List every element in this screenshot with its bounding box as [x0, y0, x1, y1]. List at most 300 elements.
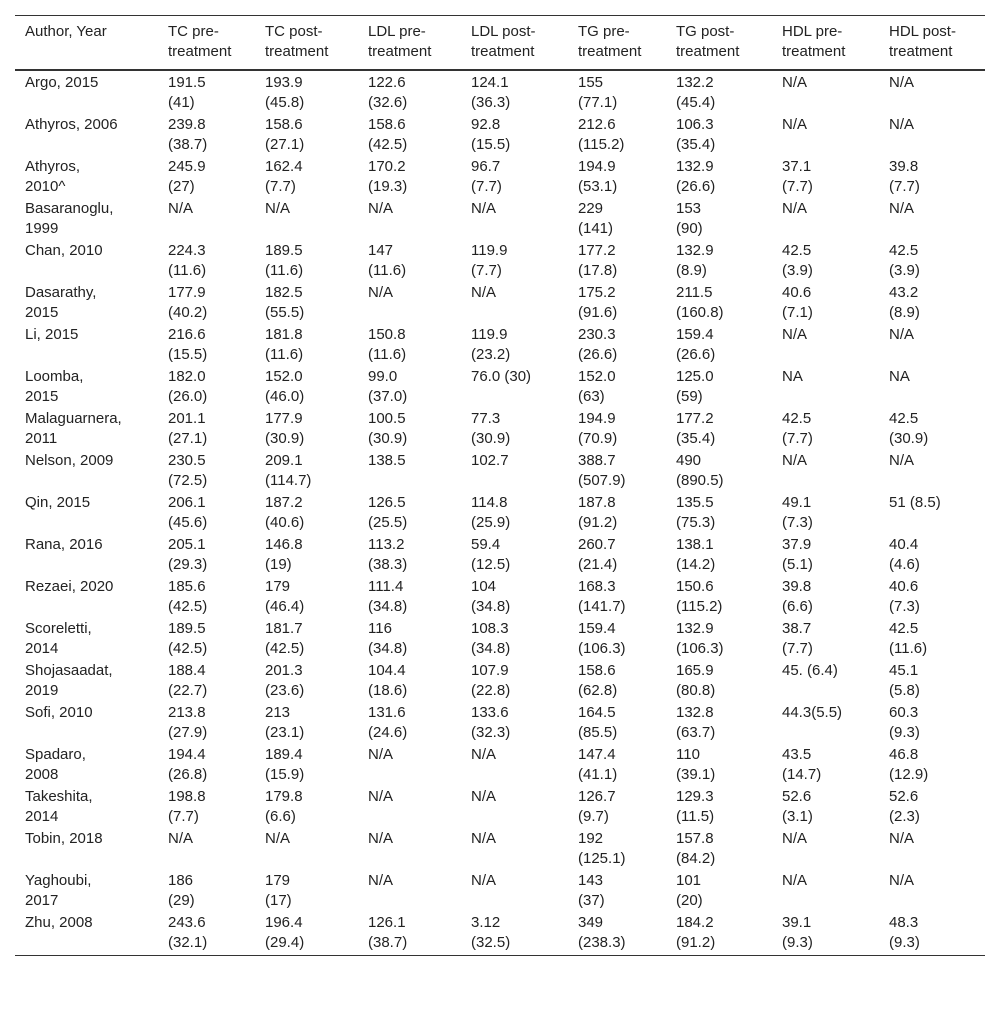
study-label: 2015 [25, 304, 59, 321]
cell-value: 243.6 [168, 914, 206, 931]
cell-value: (36.3) [471, 94, 511, 111]
value-cell-tc-pre [158, 407, 255, 449]
cell-value: N/A [782, 326, 808, 343]
cell-value: 179.8 [265, 788, 303, 805]
cell-value: (59) [676, 388, 703, 405]
cell-value: 126.7 [578, 788, 616, 805]
value-cell-ldl-pre [358, 155, 461, 197]
cell-value: 40.6 [782, 284, 812, 301]
cell-value: (91.6) [578, 304, 618, 321]
value-cell-tg-post [666, 113, 772, 155]
value-cell-tc-post [255, 743, 358, 785]
value-cell-hdl-pre [772, 449, 879, 491]
header-row [15, 16, 985, 71]
value-cell-tg-post [666, 659, 772, 701]
value-cell-ldl-pre [358, 785, 461, 827]
cell-value: 196.4 [265, 914, 303, 931]
cell-value: (42.5) [168, 640, 208, 657]
value-cell-hdl-pre [772, 70, 879, 113]
cell-value: 191.5 [168, 74, 206, 91]
header-text: LDL post- [471, 23, 536, 40]
study-cell [15, 743, 158, 785]
value-cell-tc-pre [158, 365, 255, 407]
cell-value: (29.3) [168, 556, 208, 573]
value-cell-hdl-post [879, 70, 985, 113]
cell-value: (22.7) [168, 682, 208, 699]
value-cell-tg-post [666, 701, 772, 743]
cell-value: N/A [782, 116, 808, 133]
cell-value: N/A [368, 788, 394, 805]
study-label: 2014 [25, 640, 59, 657]
value-cell-ldl-post [461, 155, 568, 197]
cell-value: 122.6 [368, 74, 406, 91]
value-cell-tg-pre [568, 617, 666, 659]
cell-value: (38.7) [368, 934, 408, 951]
cell-value: (26.8) [168, 766, 208, 783]
header-text: HDL pre- [782, 23, 843, 40]
cell-value: 189.4 [265, 746, 303, 763]
header-text: Author, Year [25, 23, 107, 40]
cell-value: 490 [676, 452, 702, 469]
cell-value: 201.3 [265, 662, 303, 679]
value-cell-tc-pre [158, 575, 255, 617]
cell-value: (8.9) [676, 262, 707, 279]
cell-value: (75.3) [676, 514, 716, 531]
header-text: treatment [578, 43, 642, 60]
cell-value: 52.6 [782, 788, 812, 805]
cell-value: 143 [578, 872, 604, 889]
cell-value: 158.6 [368, 116, 406, 133]
header-text: treatment [889, 43, 953, 60]
cell-value: 119.9 [471, 326, 508, 343]
value-cell-ldl-pre [358, 533, 461, 575]
table-row [15, 491, 985, 533]
cell-value: N/A [782, 74, 808, 91]
cell-value: 104 [471, 578, 497, 595]
study-label: Yaghoubi, [25, 872, 92, 889]
header-text: HDL post- [889, 23, 956, 40]
header-text: TG pre- [578, 23, 630, 40]
cell-value: N/A [368, 872, 394, 889]
cell-value: 42.5 [889, 242, 919, 259]
cell-value: 206.1 [168, 494, 206, 511]
cell-value: 187.8 [578, 494, 616, 511]
value-cell-ldl-pre [358, 197, 461, 239]
cell-value: N/A [782, 452, 808, 469]
value-cell-tc-post [255, 827, 358, 869]
cell-value: (6.6) [265, 808, 296, 825]
cell-value: 245.9 [168, 158, 206, 175]
value-cell-tg-post [666, 281, 772, 323]
cell-value: (114.7) [265, 472, 312, 489]
cell-value: 43.5 [782, 746, 812, 763]
cell-value: (27.1) [265, 136, 305, 153]
cell-value: 216.6 [168, 326, 206, 343]
cell-value: (238.3) [578, 934, 626, 951]
cell-value: (11.6) [265, 262, 304, 279]
cell-value: 132.9 [676, 620, 714, 637]
study-cell [15, 407, 158, 449]
column-header-tc-post [255, 16, 358, 71]
cell-value: (14.2) [676, 556, 716, 573]
study-cell [15, 827, 158, 869]
cell-value: (11.5) [676, 808, 715, 825]
value-cell-ldl-pre [358, 869, 461, 911]
cell-value: 138.1 [676, 536, 714, 553]
column-header-author-year [15, 16, 158, 71]
value-cell-tc-pre [158, 701, 255, 743]
cell-value: (30.9) [471, 430, 511, 447]
value-cell-ldl-pre [358, 407, 461, 449]
value-cell-ldl-post [461, 491, 568, 533]
value-cell-tg-pre [568, 323, 666, 365]
value-cell-hdl-post [879, 491, 985, 533]
value-cell-hdl-post [879, 659, 985, 701]
cell-value: (38.7) [168, 136, 208, 153]
study-label: 2017 [25, 892, 59, 909]
cell-value: (40.6) [265, 514, 305, 531]
cell-value: 133.6 [471, 704, 509, 721]
cell-value: (29.4) [265, 934, 305, 951]
value-cell-ldl-post [461, 407, 568, 449]
study-label: Nelson, 2009 [25, 452, 114, 469]
value-cell-tc-post [255, 70, 358, 113]
study-cell [15, 911, 158, 956]
value-cell-hdl-post [879, 911, 985, 956]
cell-value: (23.6) [265, 682, 305, 699]
table-row [15, 365, 985, 407]
value-cell-tc-pre [158, 533, 255, 575]
cell-value: 157.8 [676, 830, 714, 847]
cell-value: (45.8) [265, 94, 305, 111]
study-label: Athyros, [25, 158, 81, 175]
cell-value: N/A [889, 872, 915, 889]
value-cell-tg-post [666, 575, 772, 617]
cell-value: (41.1) [578, 766, 618, 783]
value-cell-ldl-pre [358, 365, 461, 407]
value-cell-hdl-pre [772, 659, 879, 701]
value-cell-tc-pre [158, 113, 255, 155]
cell-value: 152.0 [578, 368, 616, 385]
cell-value: 44.3(5.5) [782, 704, 843, 721]
cell-value: (46.4) [265, 598, 305, 615]
study-cell [15, 113, 158, 155]
cell-value: 213.8 [168, 704, 206, 721]
cell-value: 150.6 [676, 578, 714, 595]
cell-value: (7.7) [782, 430, 813, 447]
value-cell-tg-pre [568, 239, 666, 281]
cell-value: 107.9 [471, 662, 509, 679]
cell-value: (25.9) [471, 514, 511, 531]
value-cell-hdl-pre [772, 323, 879, 365]
study-cell [15, 70, 158, 113]
value-cell-ldl-pre [358, 701, 461, 743]
cell-value: 187.2 [265, 494, 303, 511]
cell-value: (106.3) [578, 640, 626, 657]
cell-value: 45.1 [889, 662, 919, 679]
cell-value: (7.7) [471, 178, 502, 195]
value-cell-tg-post [666, 491, 772, 533]
cell-value: (141.7) [578, 598, 626, 615]
cell-value: N/A [368, 200, 394, 217]
cell-value: 3.12 [471, 914, 501, 931]
cell-value: (141) [578, 220, 614, 237]
cell-value: (15.5) [168, 346, 208, 363]
cell-value: (5.8) [889, 682, 920, 699]
value-cell-hdl-post [879, 323, 985, 365]
value-cell-hdl-post [879, 365, 985, 407]
cell-value: 116 [368, 620, 392, 637]
cell-value: 39.1 [782, 914, 812, 931]
value-cell-tc-post [255, 323, 358, 365]
cell-value: 60.3 [889, 704, 919, 721]
cell-value: 168.3 [578, 578, 616, 595]
cell-value: (6.6) [782, 598, 813, 615]
cell-value: 177.2 [578, 242, 616, 259]
value-cell-ldl-post [461, 869, 568, 911]
header-text: treatment [782, 43, 846, 60]
value-cell-tc-post [255, 701, 358, 743]
header-text: TC post- [265, 23, 323, 40]
table-row [15, 659, 985, 701]
cell-value: 186 [168, 872, 194, 889]
value-cell-tc-post [255, 869, 358, 911]
cell-value: (7.7) [889, 178, 920, 195]
cell-value: 159.4 [578, 620, 616, 637]
cell-value: 132.8 [676, 704, 714, 721]
cell-value: (19.3) [368, 178, 408, 195]
value-cell-hdl-post [879, 785, 985, 827]
cell-value: 159.4 [676, 326, 714, 343]
study-label: Tobin, 2018 [25, 830, 103, 847]
value-cell-hdl-pre [772, 701, 879, 743]
value-cell-ldl-post [461, 323, 568, 365]
value-cell-tg-post [666, 155, 772, 197]
cell-value: (890.5) [676, 472, 724, 489]
value-cell-ldl-pre [358, 659, 461, 701]
table-row [15, 533, 985, 575]
cell-value: 49.1 [782, 494, 812, 511]
study-label: Rezaei, 2020 [25, 578, 114, 595]
value-cell-tc-post [255, 659, 358, 701]
value-cell-ldl-pre [358, 617, 461, 659]
value-cell-hdl-pre [772, 113, 879, 155]
value-cell-tc-pre [158, 869, 255, 911]
value-cell-hdl-post [879, 113, 985, 155]
cell-value: 349 [578, 914, 604, 931]
header-text: TC pre- [168, 23, 219, 40]
cell-value: (18.6) [368, 682, 408, 699]
cell-value: (72.5) [168, 472, 208, 489]
value-cell-tg-post [666, 827, 772, 869]
study-label: Takeshita, [25, 788, 93, 805]
cell-value: 158.6 [265, 116, 303, 133]
cell-value: 164.5 [578, 704, 616, 721]
cell-value: 170.2 [368, 158, 406, 175]
cell-value: 37.9 [782, 536, 812, 553]
cell-value: (3.1) [782, 808, 813, 825]
cell-value: (2.3) [889, 808, 920, 825]
cell-value: (91.2) [676, 934, 716, 951]
cell-value: N/A [889, 116, 915, 133]
cell-value: 46.8 [889, 746, 919, 763]
value-cell-tc-post [255, 911, 358, 956]
value-cell-hdl-pre [772, 869, 879, 911]
value-cell-tc-pre [158, 449, 255, 491]
cell-value: (40.2) [168, 304, 208, 321]
cell-value: (35.4) [676, 430, 716, 447]
cell-value: 152.0 [265, 368, 303, 385]
study-label: Basaranoglu, [25, 200, 114, 217]
column-header-hdl-post [879, 16, 985, 71]
value-cell-tc-post [255, 449, 358, 491]
value-cell-tc-pre [158, 743, 255, 785]
cell-value: 45. (6.4) [782, 662, 838, 679]
value-cell-ldl-post [461, 70, 568, 113]
cell-value: (7.7) [471, 262, 502, 279]
cell-value: 153 [676, 200, 702, 217]
cell-value: N/A [368, 746, 394, 763]
value-cell-ldl-post [461, 239, 568, 281]
table-row [15, 407, 985, 449]
study-label: Li, 2015 [25, 326, 79, 343]
cell-value: 189.5 [168, 620, 206, 637]
value-cell-tc-pre [158, 785, 255, 827]
value-cell-tg-post [666, 323, 772, 365]
cell-value: (23.1) [265, 724, 305, 741]
value-cell-tg-pre [568, 407, 666, 449]
value-cell-ldl-pre [358, 911, 461, 956]
cell-value: N/A [782, 872, 808, 889]
cell-value: (9.3) [889, 934, 920, 951]
cell-value: (26.6) [578, 346, 618, 363]
cell-value: (17.8) [578, 262, 618, 279]
value-cell-hdl-pre [772, 407, 879, 449]
cell-value: N/A [889, 452, 915, 469]
cell-value: N/A [889, 326, 915, 343]
cell-value: (11.6) [368, 346, 407, 363]
value-cell-hdl-pre [772, 743, 879, 785]
value-cell-hdl-post [879, 407, 985, 449]
study-label: 2010^ [25, 178, 66, 195]
cell-value: (20) [676, 892, 703, 909]
value-cell-tg-post [666, 70, 772, 113]
cell-value: (106.3) [676, 640, 724, 657]
cell-value: (11.6) [168, 262, 207, 279]
study-label: Loomba, [25, 368, 84, 385]
value-cell-tg-pre [568, 449, 666, 491]
value-cell-tg-post [666, 785, 772, 827]
cell-value: (84.2) [676, 850, 716, 867]
cell-value: 193.9 [265, 74, 303, 91]
value-cell-tg-pre [568, 533, 666, 575]
value-cell-ldl-post [461, 449, 568, 491]
cell-value: 230.3 [578, 326, 616, 343]
cell-value: NA [889, 368, 910, 385]
value-cell-hdl-pre [772, 197, 879, 239]
value-cell-tc-pre [158, 70, 255, 113]
study-cell [15, 449, 158, 491]
value-cell-tc-post [255, 281, 358, 323]
cell-value: 96.7 [471, 158, 501, 175]
value-cell-tg-pre [568, 785, 666, 827]
cell-value: 38.7 [782, 620, 812, 637]
cell-value: 201.1 [168, 410, 206, 427]
cell-value: N/A [782, 200, 808, 217]
cell-value: (12.9) [889, 766, 929, 783]
cell-value: N/A [368, 830, 394, 847]
cell-value: 51 (8.5) [889, 494, 941, 511]
value-cell-tg-pre [568, 491, 666, 533]
value-cell-ldl-pre [358, 743, 461, 785]
cell-value: N/A [168, 830, 194, 847]
value-cell-ldl-post [461, 365, 568, 407]
cell-value: (8.9) [889, 304, 920, 321]
cell-value: 260.7 [578, 536, 616, 553]
table-row [15, 575, 985, 617]
cell-value: (21.4) [578, 556, 618, 573]
value-cell-tg-pre [568, 911, 666, 956]
cell-value: N/A [265, 830, 291, 847]
value-cell-tg-post [666, 911, 772, 956]
column-header-ldl-post [461, 16, 568, 71]
cell-value: (55.5) [265, 304, 305, 321]
cell-value: (32.1) [168, 934, 208, 951]
value-cell-tg-pre [568, 743, 666, 785]
cell-value: (3.9) [889, 262, 920, 279]
table-row [15, 70, 985, 113]
value-cell-ldl-post [461, 533, 568, 575]
cell-value: 132.9 [676, 158, 714, 175]
value-cell-hdl-post [879, 575, 985, 617]
cell-value: 189.5 [265, 242, 303, 259]
cell-value: 129.3 [676, 788, 714, 805]
cell-value: 92.8 [471, 116, 501, 133]
value-cell-tc-pre [158, 659, 255, 701]
study-label: Zhu, 2008 [25, 914, 93, 931]
cell-value: (5.1) [782, 556, 813, 573]
cell-value: (11.6) [368, 262, 407, 279]
cell-value: 106.3 [676, 116, 714, 133]
cell-value: 113.2 [368, 536, 405, 553]
cell-value: N/A [471, 830, 497, 847]
cell-value: (46.0) [265, 388, 305, 405]
cell-value: N/A [368, 284, 394, 301]
study-cell [15, 323, 158, 365]
cell-value: 150.8 [368, 326, 406, 343]
cell-value: (85.5) [578, 724, 618, 741]
value-cell-ldl-pre [358, 113, 461, 155]
cell-value: (91.2) [578, 514, 618, 531]
value-cell-hdl-pre [772, 827, 879, 869]
cell-value: N/A [471, 200, 497, 217]
cell-value: 181.8 [265, 326, 303, 343]
table-row [15, 827, 985, 869]
cell-value: (7.7) [265, 178, 296, 195]
cell-value: (30.9) [265, 430, 305, 447]
cell-value: N/A [471, 746, 497, 763]
study-cell [15, 281, 158, 323]
value-cell-tg-pre [568, 155, 666, 197]
cell-value: (34.8) [471, 598, 511, 615]
value-cell-hdl-pre [772, 575, 879, 617]
cell-value: (9.7) [578, 808, 609, 825]
study-cell [15, 701, 158, 743]
cell-value: (63) [578, 388, 605, 405]
value-cell-tg-post [666, 743, 772, 785]
cell-value: 147 [368, 242, 394, 259]
value-cell-hdl-pre [772, 617, 879, 659]
